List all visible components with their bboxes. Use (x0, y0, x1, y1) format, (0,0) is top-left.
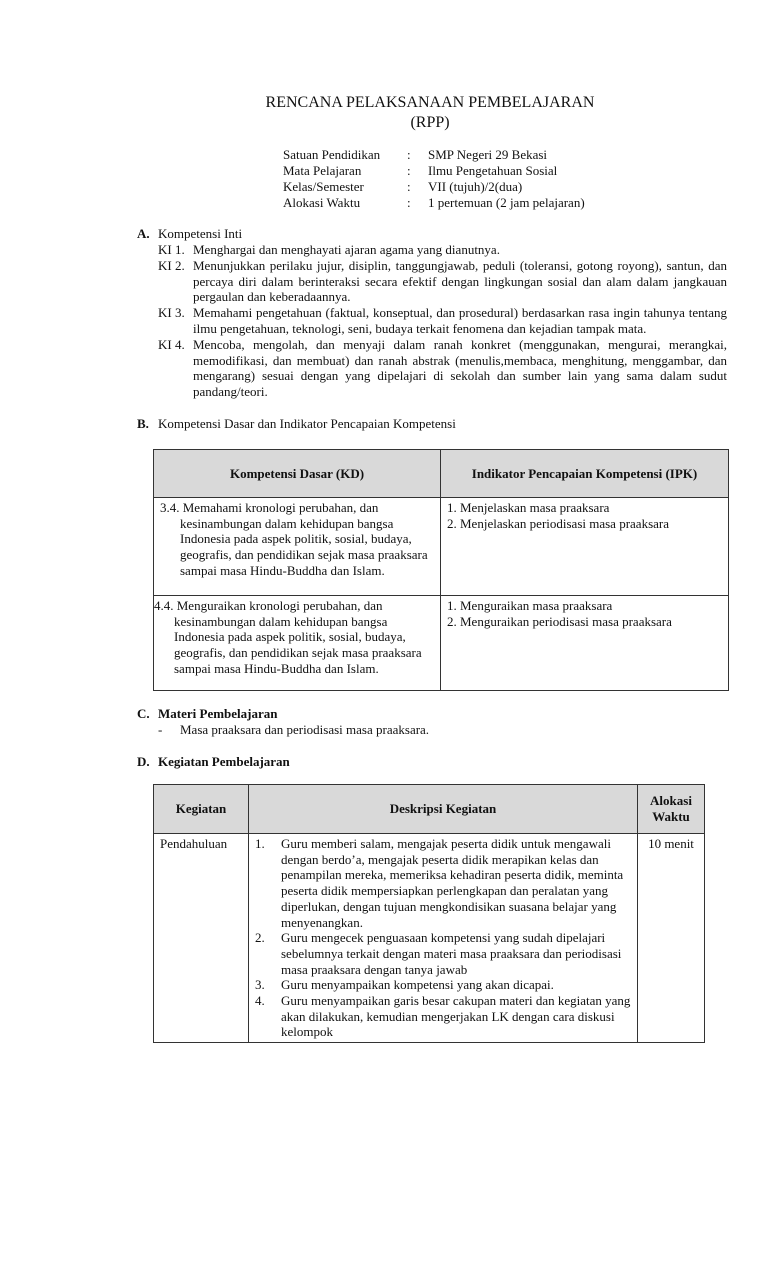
table-header-row (154, 785, 705, 834)
header-line: Alokasi (650, 793, 692, 809)
identity-table (283, 147, 585, 211)
info-row (283, 195, 585, 211)
ki-item (158, 305, 727, 336)
step-item (255, 836, 631, 930)
ki-item (158, 242, 727, 258)
section-d-heading (137, 754, 290, 770)
info-value: Ilmu Pengetahuan Sosial (428, 163, 558, 178)
ipk-item: 2. Menguraikan periodisasi masa praaksara (447, 613, 672, 629)
info-key: Mata Pelajaran (283, 163, 362, 178)
section-b-heading (137, 416, 456, 432)
info-key: Satuan Pendidikan (283, 147, 381, 162)
section-label: B. (137, 416, 149, 431)
bullet: - (158, 722, 163, 737)
waktu-cell: 10 menit (638, 834, 705, 1043)
kd-cell: 3.4. Memahami kronologi perubahan, dan kesinambungan dalam kehidupan bangsa Indonesia pada aspek politik, sosial, budaya, geografis, dan pendidikan sejak masa praaksara sampai masa Hindu-Buddha dan Islam. (154, 498, 441, 596)
info-sep: : (407, 195, 411, 210)
table-header: Indikator Pencapaian Kompetensi (IPK) (441, 450, 729, 498)
step-item (255, 993, 631, 1040)
section-label: D. (137, 754, 150, 769)
ipk-item: 1. Menjelaskan masa praaksara (447, 500, 610, 515)
table-row (154, 834, 705, 1043)
step-item (255, 977, 631, 993)
info-value: SMP Negeri 29 Bekasi (428, 147, 548, 162)
step-text: Guru menyampaikan kompetensi yang akan dicapai. (281, 977, 554, 993)
ki-text: Menghargai dan menghayati ajaran agama yang dianutnya. (193, 242, 500, 257)
step-number: 4. (255, 993, 265, 1009)
ipk-cell (441, 596, 729, 691)
info-key: Alokasi Waktu (283, 195, 361, 210)
document-title: RENCANA PELAKSANAAN PEMBELAJARAN (265, 94, 595, 111)
info-sep: : (407, 147, 411, 162)
info-row (283, 179, 585, 195)
materi-item (158, 722, 429, 738)
section-title: Kegiatan Pembelajaran (158, 754, 290, 769)
info-key: Kelas/Semester (283, 179, 364, 194)
ki-number: KI 4. (158, 337, 185, 352)
kegiatan-table (153, 784, 705, 1043)
materi-text: Masa praaksara dan periodisasi masa praaksara. (180, 722, 430, 737)
info-sep: : (407, 179, 411, 194)
step-number: 3. (255, 977, 265, 993)
info-value: VII (tujuh)/2(dua) (428, 179, 523, 194)
table-header: Deskripsi Kegiatan (249, 785, 638, 834)
step-item (255, 930, 631, 977)
info-value: 1 pertemuan (2 jam pelajaran) (428, 195, 585, 210)
kd-cell: 4.4. Menguraikan kronologi perubahan, dan kesinambungan dalam kehidupan bangsa Indonesia pada aspek politik, sosial, budaya, geografis, dan pendidikan sejak masa praaksara sampai masa Hindu-Buddha dan Islam. (154, 596, 441, 691)
section-title: Kompetensi Inti (158, 226, 243, 241)
ki-text: Mencoba, mengolah, dan menyaji dalam ranah konkret (menggunakan, mengurai, merangkai, memodifikasi, dan membuat) dan ranah abstrak (menulis,membaca, menghitung, menggambar, dan mengarang) sesuai dengan yang dipelajari di sekolah dan sumber lain yang sama dalam sudut pandang/teori. (193, 337, 727, 400)
info-sep: : (407, 163, 411, 178)
ipk-item: 1. Menguraikan masa praaksara (447, 598, 613, 613)
ki-text: Menunjukkan perilaku jujur, disiplin, tanggungjawab, peduli (toleransi, gotong royong), santun, dan percaya diri dalam berinteraksi secara efektif dengan lingkungan sosial dan alam dalam jangkauan pergaulan dan keberadaannya. (193, 258, 727, 305)
table-header-row (154, 450, 729, 498)
ki-number: KI 2. (158, 258, 185, 273)
section-c-heading (137, 706, 277, 722)
step-text: Guru mengecek penguasaan kompetensi yang sudah dipelajari sebelumnya terkait dengan materi masa praaksara dan periodisasi masa praaksara dengan tanya jawab (281, 930, 622, 977)
ki-item (158, 258, 727, 305)
ki-text: Memahami pengetahuan (faktual, konseptual, dan prosedural) berdasarkan rasa ingin tahunya tentang ilmu pengetahuan, teknologi, seni, budaya terkait fenomena dan kejadian tampak mata. (193, 305, 727, 336)
deskripsi-cell (249, 834, 638, 1043)
ipk-cell (441, 498, 729, 596)
step-number: 2. (255, 930, 265, 946)
kd-ipk-table (153, 449, 729, 691)
kegiatan-cell: Pendahuluan (154, 834, 249, 1043)
section-title: Kompetensi Dasar dan Indikator Pencapaian Kompetensi (158, 416, 456, 431)
header-line: Waktu (652, 809, 690, 824)
info-row (283, 163, 585, 179)
ki-item (158, 337, 727, 400)
step-text: Guru memberi salam, mengajak peserta didik untuk mengawali dengan berdo’a, mengajak peserta didik merapikan kelas dan penampilan mereka, memeriksa kehadiran peserta didik, meminta peserta didik mempersiapkan perlengkapan dan peralatan yang diperlukan, dengan tujuan mengkondisikan suasana belajar yang menyenangkan. (281, 836, 624, 930)
info-row (283, 147, 585, 163)
step-number: 1. (255, 836, 265, 851)
ipk-item: 2. Menjelaskan periodisasi masa praaksara (447, 515, 670, 531)
ki-number: KI 3. (158, 305, 185, 320)
ki-number: KI 1. (158, 242, 185, 257)
step-text: Guru menyampaikan garis besar cakupan materi dan kegiatan yang akan dilakukan, kemudian mengerjakan LK dengan cara diskusi kelompok (281, 993, 631, 1040)
table-header: Kegiatan (154, 785, 249, 834)
document-subtitle: (RPP) (410, 114, 450, 131)
table-row (154, 498, 729, 596)
table-row (154, 596, 729, 691)
section-a-heading (137, 226, 242, 242)
section-label: A. (137, 226, 150, 241)
section-title: Materi Pembelajaran (158, 706, 278, 721)
table-header: Kompetensi Dasar (KD) (154, 450, 441, 498)
table-header (638, 785, 705, 834)
section-label: C. (137, 706, 150, 721)
